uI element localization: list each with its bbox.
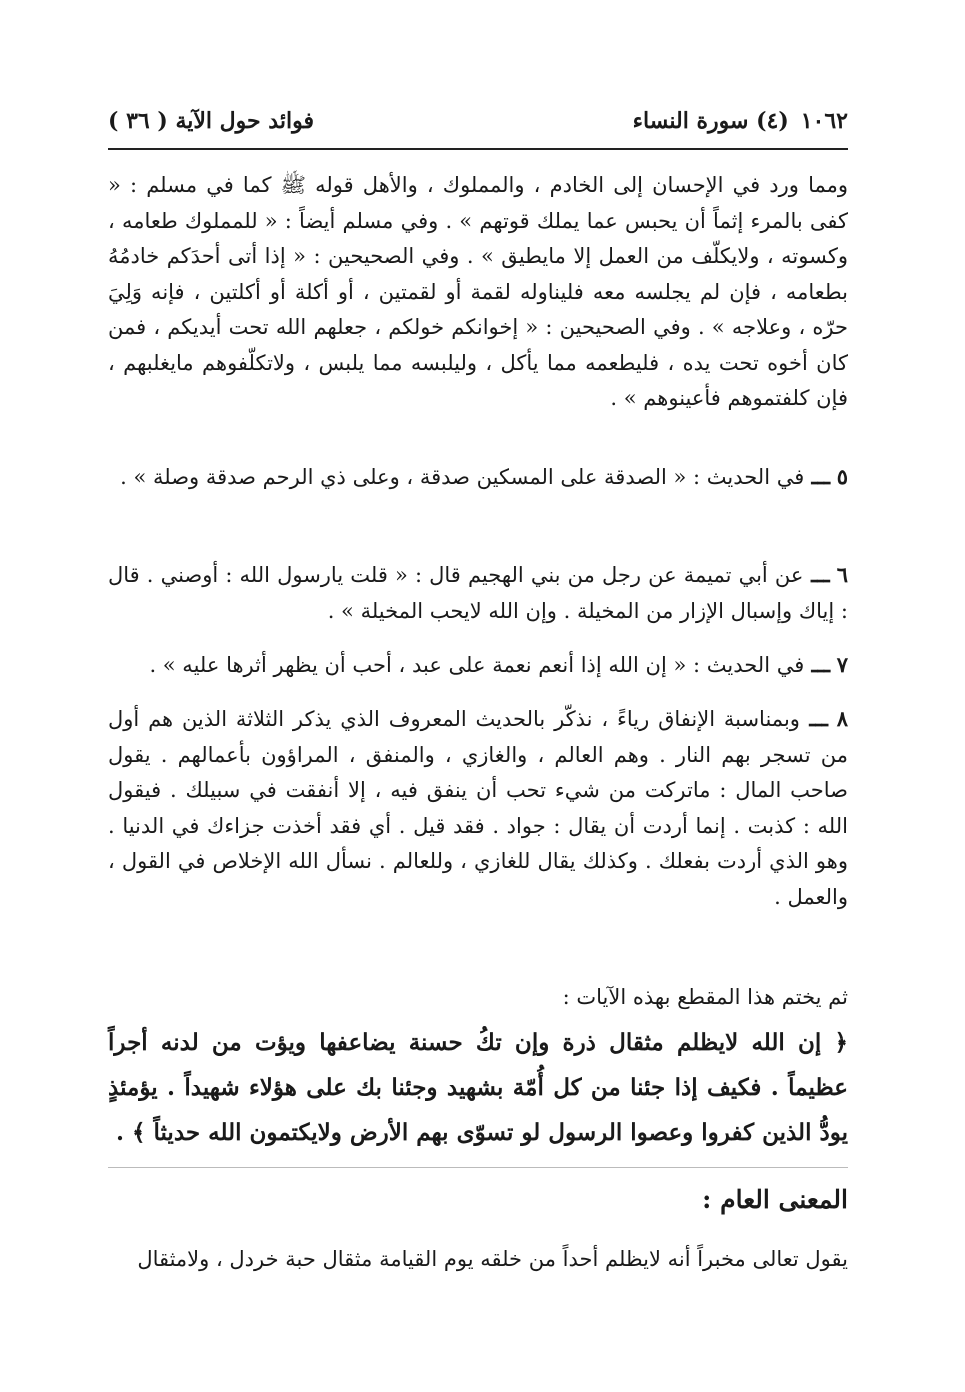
page-header [108,104,848,138]
header-right-group [633,108,848,134]
page-number: ١٠٦٢ [800,108,848,134]
header-divider [108,148,848,150]
verse-text: إن الله لايظلم مثقال ذرة وإن تكُ حسنة يضاعفها ويؤت من لدنه أجراً عظيماً . فكيف إذا جئنا من كل أُمّة بشهيد وجئنا بك على هؤلاء شهيداً . يؤمئذٍ يودُّ الذين كفروا وعصوا الرسول لو تسوّى بهم الأرض ولايكتمون الله حديثاً [108,1029,848,1146]
item-number: ٨ [836,706,848,731]
item-number: ٦ [836,562,848,587]
paragraph-6 [108,557,848,629]
intro-text: ثم يختم هذا المقطع بهذه الآيات : [562,985,848,1009]
paragraph-hadith-servants [108,168,848,417]
paragraph-text: عن أبي تميمة عن رجل من بني الهجيم قال : « قلت يارسول الله : أوصني . قال : إياك وإسبال الإزار من المخيلة . وإن الله لايحب المخيلة » . [108,563,848,623]
item-dash: ـــ [804,464,831,489]
verse-open-bracket: ﴿ [834,1029,848,1056]
item-dash: ـــ [804,652,831,677]
verse-close-bracket: ﴾ . [115,1119,146,1146]
verses-intro [108,980,848,1016]
surah-name: (٤) سورة النساء [632,108,789,134]
paragraph-8 [108,701,848,915]
section-title: فوائد حول الآية ( ٣٦ ) [108,108,314,134]
paragraph-5 [108,459,848,496]
section-heading: المعنى العام : [702,1185,848,1214]
verse-divider [108,1167,848,1168]
item-dash: ـــ [803,562,830,587]
quran-verse-block [108,1020,848,1155]
paragraph-text: يقول تعالى مخبراً أنه لايظلم أحداً من خلقه يوم القيامة مثقال حبة خردل ، ولامثقال [137,1247,848,1271]
paragraph-text: في الحديث : « إن الله إذا أنعم نعمة على عبد ، أحب أن يظهر أثرها عليه » . [149,653,805,677]
item-number: ٧ [836,652,848,677]
last-line [108,1242,848,1278]
item-dash: ـــ [799,706,828,731]
item-number: ٥ [836,464,848,489]
paragraph-text: ومما ورد في الإحسان إلى الخادم ، والمملوك ، والأهل قوله ﷺ كما في مسلم : « كفى بالمرء إثماً أن يحبس عما يملك قوتهم » . وفي مسلم أيضاً : « للمملوك طعامه ، وكسوته ، ولايكلّف من العمل إلا مايطيق » . وفي الصحيحين : « إذا أتى أحدَكم خادمُهُ بطعامه ، فإن لم يجلسه معه فليناوله لقمة أو لقمتين ، أو أكلة أو أكلتين ، فإنه وَلِيَ حرّه ، وعلاجه » . وفي الصحيحين : « إخوانكم خولكم ، جعلهم الله تحت أيديكم ، فمن كان أخوه تحت يده ، فليطعمه مما يأكل ، وليلبسه مما يلبس ، ولاتكلّفوهم مايغلبهم ، فإن كلفتموهم فأعينوهم » . [108,173,848,410]
paragraph-text: وبمناسبة الإنفاق رياءً ، نذكّر بالحديث المعروف الذي يذكر الثلاثة الذين هم أول من تسجر بهم النار . وهم العالم ، والغازي ، والمنفق ، المراؤون بأعمالهم . يقول صاحب المال : ماتركت من شيء تحب أن ينفق فيه ، إلا أنفقت في سبيلك . فيقول الله : كذبت . إنما أردت أن يقال : جواد . فقد قيل . أي فقد أخذت جزاءك في الدنيا . وهو الذي أردت بفعلك . وكذلك يقال للغازي ، وللعالم . نسأل الله الإخلاص في القول ، والعمل . [108,707,848,909]
paragraph-7 [108,647,848,684]
paragraph-text: في الحديث : « الصدقة على المسكين صدقة ، وعلى ذي الرحم صدقة وصلة » . [120,465,805,489]
